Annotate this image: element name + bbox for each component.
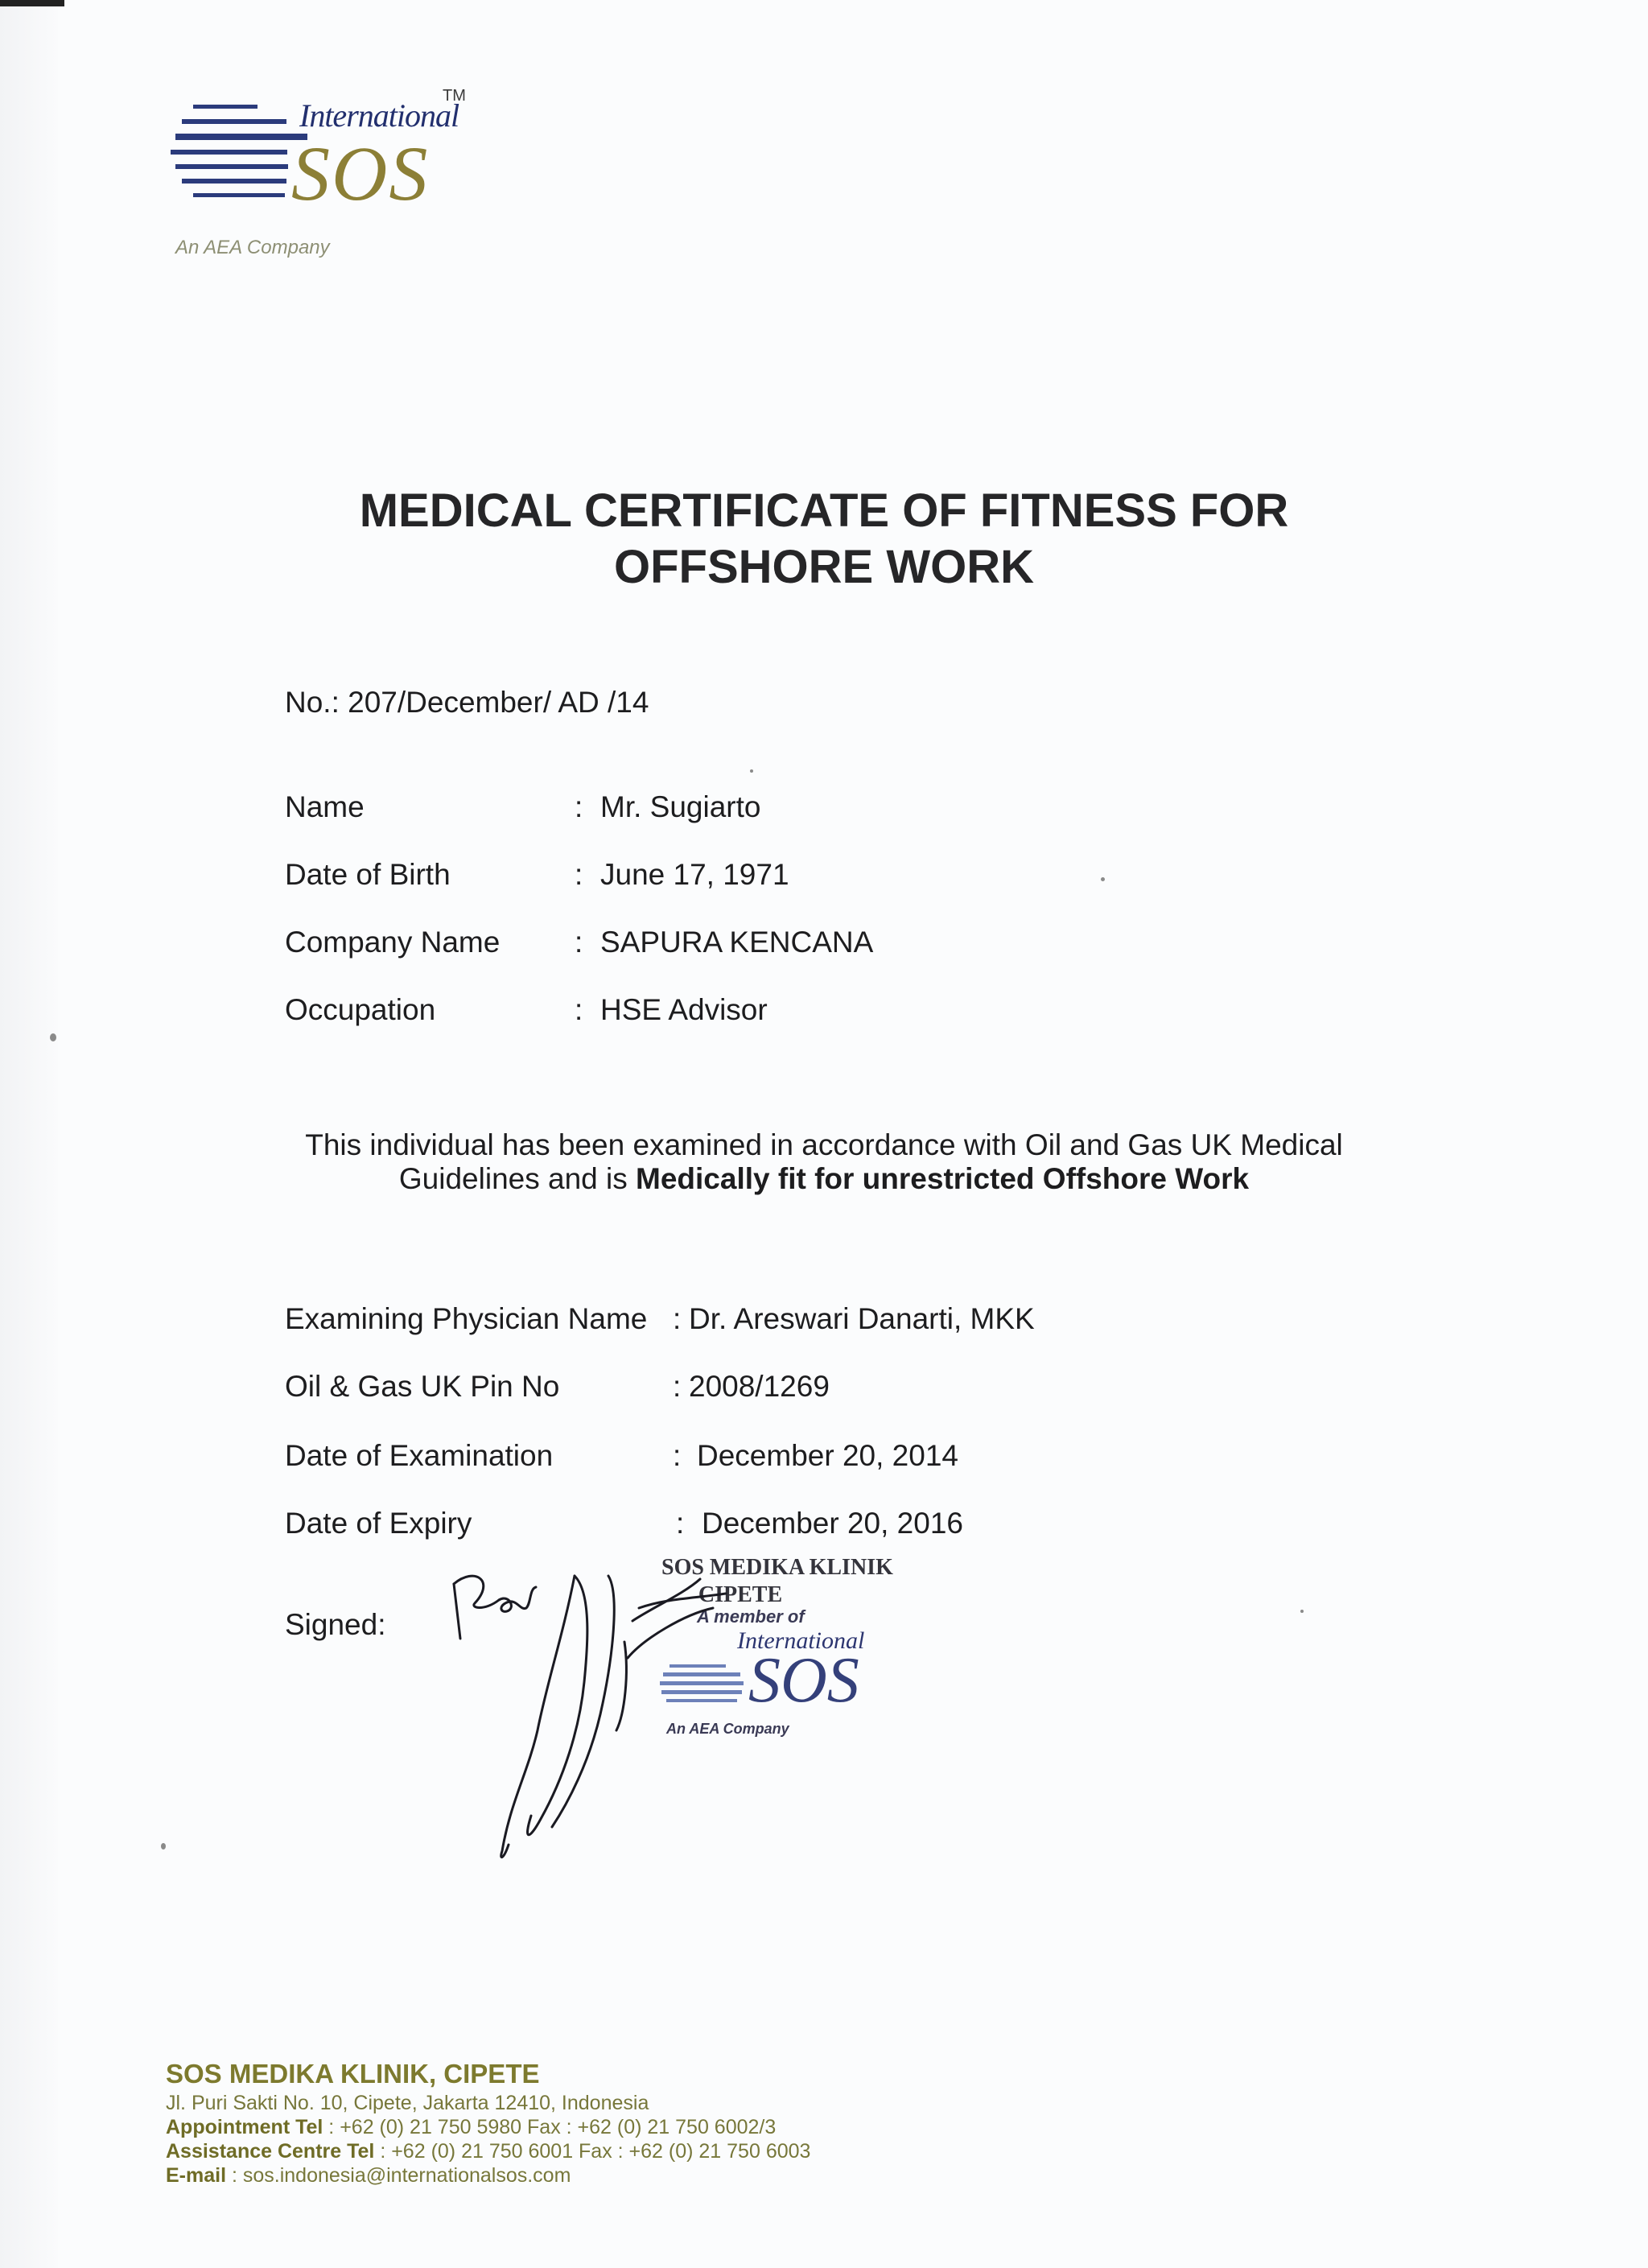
field-value: 2008/1269 bbox=[689, 1370, 830, 1403]
field-value: SAPURA KENCANA bbox=[600, 926, 874, 959]
title-line-1: MEDICAL CERTIFICATE OF FITNESS FOR bbox=[359, 485, 1289, 537]
fitness-statement bbox=[0, 1128, 1648, 1196]
footer-email: E-mail : sos.indonesia@internationalsos.com bbox=[166, 2164, 571, 2187]
field-label: Occupation bbox=[285, 993, 436, 1026]
logo-international: International bbox=[299, 97, 459, 134]
logo-trademark: TM bbox=[443, 87, 466, 105]
footer-address: Jl. Puri Sakti No. 10, Cipete, Jakarta 12410, Indonesia bbox=[166, 2092, 649, 2114]
stamp-clinic-name: SOS MEDIKA KLINIK bbox=[661, 1555, 893, 1580]
certificate-number: No.: 207/December/ AD /14 bbox=[285, 686, 649, 719]
field-value: Dr. Areswari Danarti, MKK bbox=[689, 1302, 1035, 1335]
footer-assistance: Assistance Centre Tel : +62 (0) 21 750 6001 Fax : +62 (0) 21 750 6003 bbox=[166, 2140, 811, 2163]
logo-sos: SOS bbox=[291, 130, 430, 216]
field-value: Mr. Sugiarto bbox=[600, 790, 761, 823]
handwritten-signature bbox=[443, 1561, 893, 1883]
stamp-clinic-location: CIPETE bbox=[698, 1582, 783, 1607]
stamp-international: International bbox=[737, 1627, 865, 1654]
field-label: Date of Examination bbox=[285, 1439, 554, 1472]
scan-speck bbox=[161, 1843, 166, 1849]
international-sos-logo bbox=[171, 79, 492, 264]
field-value: December 20, 2014 bbox=[697, 1439, 958, 1472]
footer-appointment: Appointment Tel : +62 (0) 21 750 5980 Fax : +62 (0) 21 750 6002/3 bbox=[166, 2116, 777, 2138]
statement-line-1: This individual has been examined in accordance with Oil and Gas UK Medical bbox=[305, 1128, 1343, 1161]
scan-corner-mark bbox=[0, 0, 64, 6]
stamp-member-text: A member of bbox=[697, 1606, 805, 1627]
field-label: Name bbox=[285, 790, 365, 823]
stamp-sos: SOS bbox=[748, 1645, 859, 1716]
signed-label: Signed: bbox=[285, 1608, 386, 1641]
field-value: June 17, 1971 bbox=[600, 858, 789, 891]
field-value: December 20, 2016 bbox=[702, 1507, 963, 1540]
scan-speck bbox=[50, 1033, 56, 1041]
logo-stripes bbox=[171, 103, 307, 240]
document-title bbox=[0, 483, 1648, 596]
field-label: Date of Birth bbox=[285, 858, 451, 891]
scan-speck bbox=[1101, 877, 1105, 881]
fitness-verdict: Medically fit for unrestricted Offshore Work bbox=[636, 1162, 1250, 1195]
stamp-tagline: An AEA Company bbox=[666, 1721, 789, 1737]
scan-speck bbox=[750, 769, 753, 773]
field-label: Date of Expiry bbox=[285, 1507, 472, 1540]
footer-clinic-name: SOS MEDIKA KLINIK, CIPETE bbox=[166, 2059, 540, 2089]
field-label: Company Name bbox=[285, 926, 501, 959]
logo-tagline: An AEA Company bbox=[175, 237, 330, 258]
scan-speck bbox=[1300, 1610, 1304, 1613]
field-value: HSE Advisor bbox=[600, 993, 768, 1026]
field-label: Oil & Gas UK Pin No bbox=[285, 1370, 560, 1403]
clinic-footer bbox=[166, 2059, 810, 2188]
statement-line-2: Guidelines and is Medically fit for unrestricted Offshore Work bbox=[398, 1162, 1250, 1195]
title-line-2: OFFSHORE WORK bbox=[614, 541, 1034, 593]
field-label: Examining Physician Name bbox=[285, 1302, 648, 1335]
